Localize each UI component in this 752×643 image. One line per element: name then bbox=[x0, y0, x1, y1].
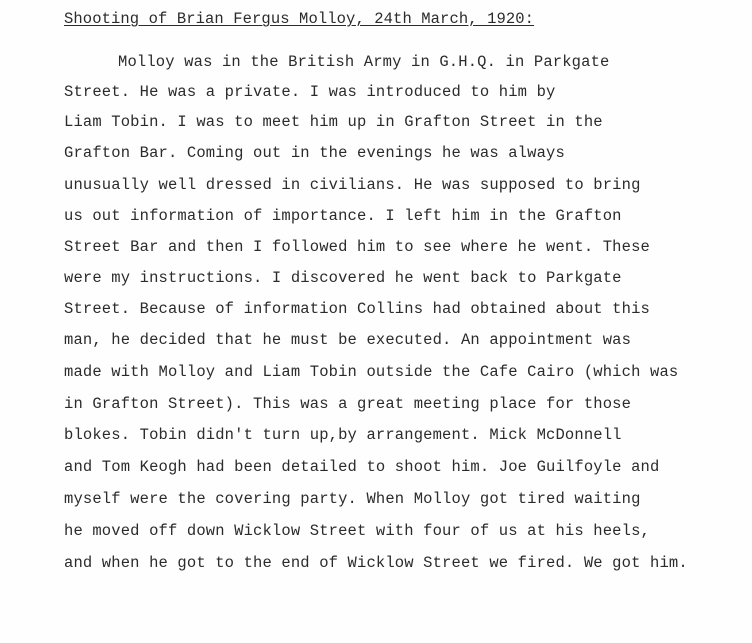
text-line: Molloy was in the British Army in G.H.Q. in Parkgate bbox=[118, 53, 610, 71]
text-line: myself were the covering party. When Molloy got tired waiting bbox=[64, 490, 641, 508]
text-line: Street. He was a private. I was introduced to him by bbox=[64, 83, 556, 101]
text-line: made with Molloy and Liam Tobin outside the Cafe Cairo (which was bbox=[64, 363, 679, 381]
document-heading: Shooting of Brian Fergus Molloy, 24th March, 1920: bbox=[64, 10, 535, 28]
text-line: were my instructions. I discovered he went back to Parkgate bbox=[64, 269, 622, 287]
text-line: Liam Tobin. I was to meet him up in Grafton Street in the bbox=[64, 113, 603, 131]
text-line: man, he decided that he must be executed. An appointment was bbox=[64, 331, 632, 349]
text-line: and Tom Keogh had been detailed to shoot him. Joe Guilfoyle and bbox=[64, 458, 660, 476]
text-line: Grafton Bar. Coming out in the evenings he was always bbox=[64, 144, 565, 162]
text-line: unusually well dressed in civilians. He was supposed to bring bbox=[64, 176, 641, 194]
text-line: Street. Because of information Collins had obtained about this bbox=[64, 300, 650, 318]
text-line: and when he got to the end of Wicklow Street we fired. We got him. bbox=[64, 554, 688, 572]
text-line: in Grafton Street). This was a great meeting place for those bbox=[64, 395, 632, 413]
text-line: blokes. Tobin didn't turn up,by arrangement. Mick McDonnell bbox=[64, 426, 622, 444]
text-line: he moved off down Wicklow Street with four of us at his heels, bbox=[64, 522, 650, 540]
text-line: Street Bar and then I followed him to see where he went. These bbox=[64, 238, 650, 256]
text-line: us out information of importance. I left him in the Grafton bbox=[64, 207, 622, 225]
